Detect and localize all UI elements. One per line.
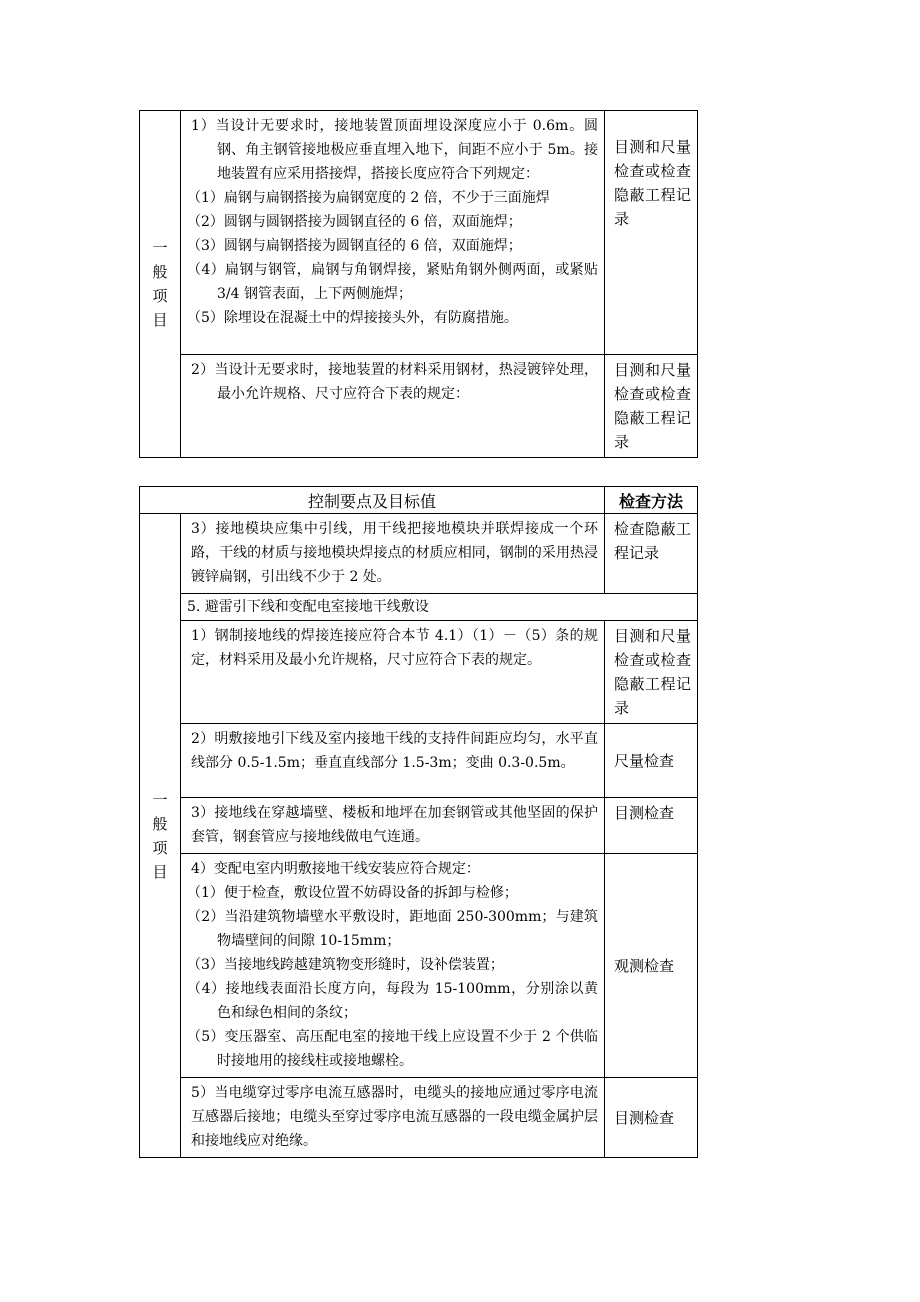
requirement-cell — [181, 724, 605, 798]
requirement-subitem: （3）圆钢与扁钢搭接为圆钢直径的 6 倍，双面施焊； — [187, 238, 522, 254]
category-char: 般 — [152, 263, 168, 281]
requirement-text: 2）明敷接地引下线及室内接地干线的支持件间距应均匀，水平直线部分 0.5-1.5m；垂直直线部分 1.5-3m；变曲 0.3-0.5m。 — [191, 731, 599, 771]
requirement-cell — [181, 798, 605, 854]
category-char: 般 — [152, 814, 168, 833]
category-char: 目 — [152, 862, 168, 881]
requirement-subitem: （5）变压器室、高压配电室的接地干线上应设置不少于 2 个供临时接地用的接线柱或接地螺栓。 — [187, 1029, 599, 1069]
category-char: 目 — [152, 311, 168, 329]
category-cell — [140, 111, 181, 458]
requirement-subitem: （2）圆钢与圆钢搭接为圆钢直径的 6 倍，双面施焊； — [187, 214, 522, 230]
requirement-cell — [181, 621, 605, 724]
check-method-cell: 目测检查 — [605, 798, 698, 854]
requirement-text: 1）当设计无要求时，接地装置顶面埋设深度应小于 0.6m。圆钢、角主钢管接地极应垂直埋入地下，间距不应小于 5m。接地装置有应采用搭接焊，搭接长度应符合下列规定： — [191, 118, 598, 182]
requirement-cell — [181, 854, 605, 1078]
requirement-subitem: （1）扁钢与扁钢搭接为扁钢宽度的 2 倍，不少于三面施焊 — [187, 190, 550, 206]
inspection-table-1 — [139, 110, 698, 458]
check-method-cell: 观测检查 — [605, 854, 698, 1078]
requirement-text: 5）当电缆穿过零序电流互感器时，电缆头的接地应通过零序电流互感器后接地；电缆头至穿过零序电流互感器的一段电缆金属护层和接地线应对绝缘。 — [191, 1085, 599, 1149]
category-char: 项 — [152, 287, 168, 305]
check-method-cell: 目测和尺量检查或检查隐蔽工程记录 — [605, 621, 698, 724]
requirement-text: 2）当设计无要求时，接地装置的材料采用钢材，热浸镀锌处理，最小允许规格、尺寸应符合下表的规定： — [191, 362, 598, 402]
category-char: 项 — [152, 838, 168, 857]
check-method-cell: 尺量检查 — [605, 724, 698, 798]
requirement-text: 1）钢制接地线的焊接连接应符合本节 4.1）（1）－（5）条的规定，材料采用及最小允许规格，尺寸应符合下表的规定。 — [191, 628, 599, 668]
check-method-cell: 目测检查 — [605, 1078, 698, 1158]
requirement-cell — [181, 111, 605, 355]
header-check-method: 检查方法 — [605, 487, 698, 514]
requirement-text: 3）接地模块应集中引线，用干线把接地模块并联焊接成一个环路，干线的材质与接地模块焊接点的材质应相同，钢制的采用热浸镀锌扁钢，引出线不少于 2 处。 — [191, 521, 599, 585]
requirement-cell — [181, 1078, 605, 1158]
section-title: 5. 避雷引下线和变配电室接地干线敷设 — [181, 594, 698, 621]
check-method-cell: 目测和尺量检查或检查隐蔽工程记录 — [605, 111, 698, 355]
check-method-cell: 检查隐蔽工程记录 — [605, 514, 698, 594]
inspection-table-2 — [139, 486, 698, 1158]
requirement-subitem: （3）当接地线跨越建筑物变形缝时，设补偿装置； — [187, 957, 504, 973]
requirement-subitem: （1）便于检查，敷设位置不妨碍设备的拆卸与检修； — [187, 885, 518, 901]
requirement-cell — [181, 355, 605, 458]
category-char: 一 — [152, 239, 168, 257]
header-control-points: 控制要点及目标值 — [140, 487, 605, 514]
category-char: 一 — [152, 790, 168, 809]
requirement-text: 3）接地线在穿越墙壁、楼板和地坪在加套钢管或其他坚固的保护套管，钢套管应与接地线做电气连通。 — [191, 805, 599, 845]
requirement-subitem: （4）扁钢与钢管，扁钢与角钢焊接，紧贴角钢外侧两面，或紧贴 3/4 钢管表面，上下两侧施焊； — [187, 262, 598, 302]
requirement-subitem: （2）当沿建筑物墙壁水平敷设时，距地面 250-300mm；与建筑物墙壁间的间隙 10-15mm； — [187, 909, 599, 949]
requirement-text: 4）变配电室内明敷接地干线安装应符合规定： — [191, 861, 480, 877]
requirement-cell — [181, 514, 605, 594]
requirement-subitem: （5）除埋设在混凝土中的焊接接头外，有防腐措施。 — [187, 310, 518, 326]
check-method-cell: 目测和尺量检查或检查隐蔽工程记录 — [605, 355, 698, 458]
requirement-subitem: （4）接地线表面沿长度方向，每段为 15-100mm，分别涂以黄色和绿色相间的条纹； — [187, 981, 599, 1021]
category-cell — [140, 514, 181, 1158]
